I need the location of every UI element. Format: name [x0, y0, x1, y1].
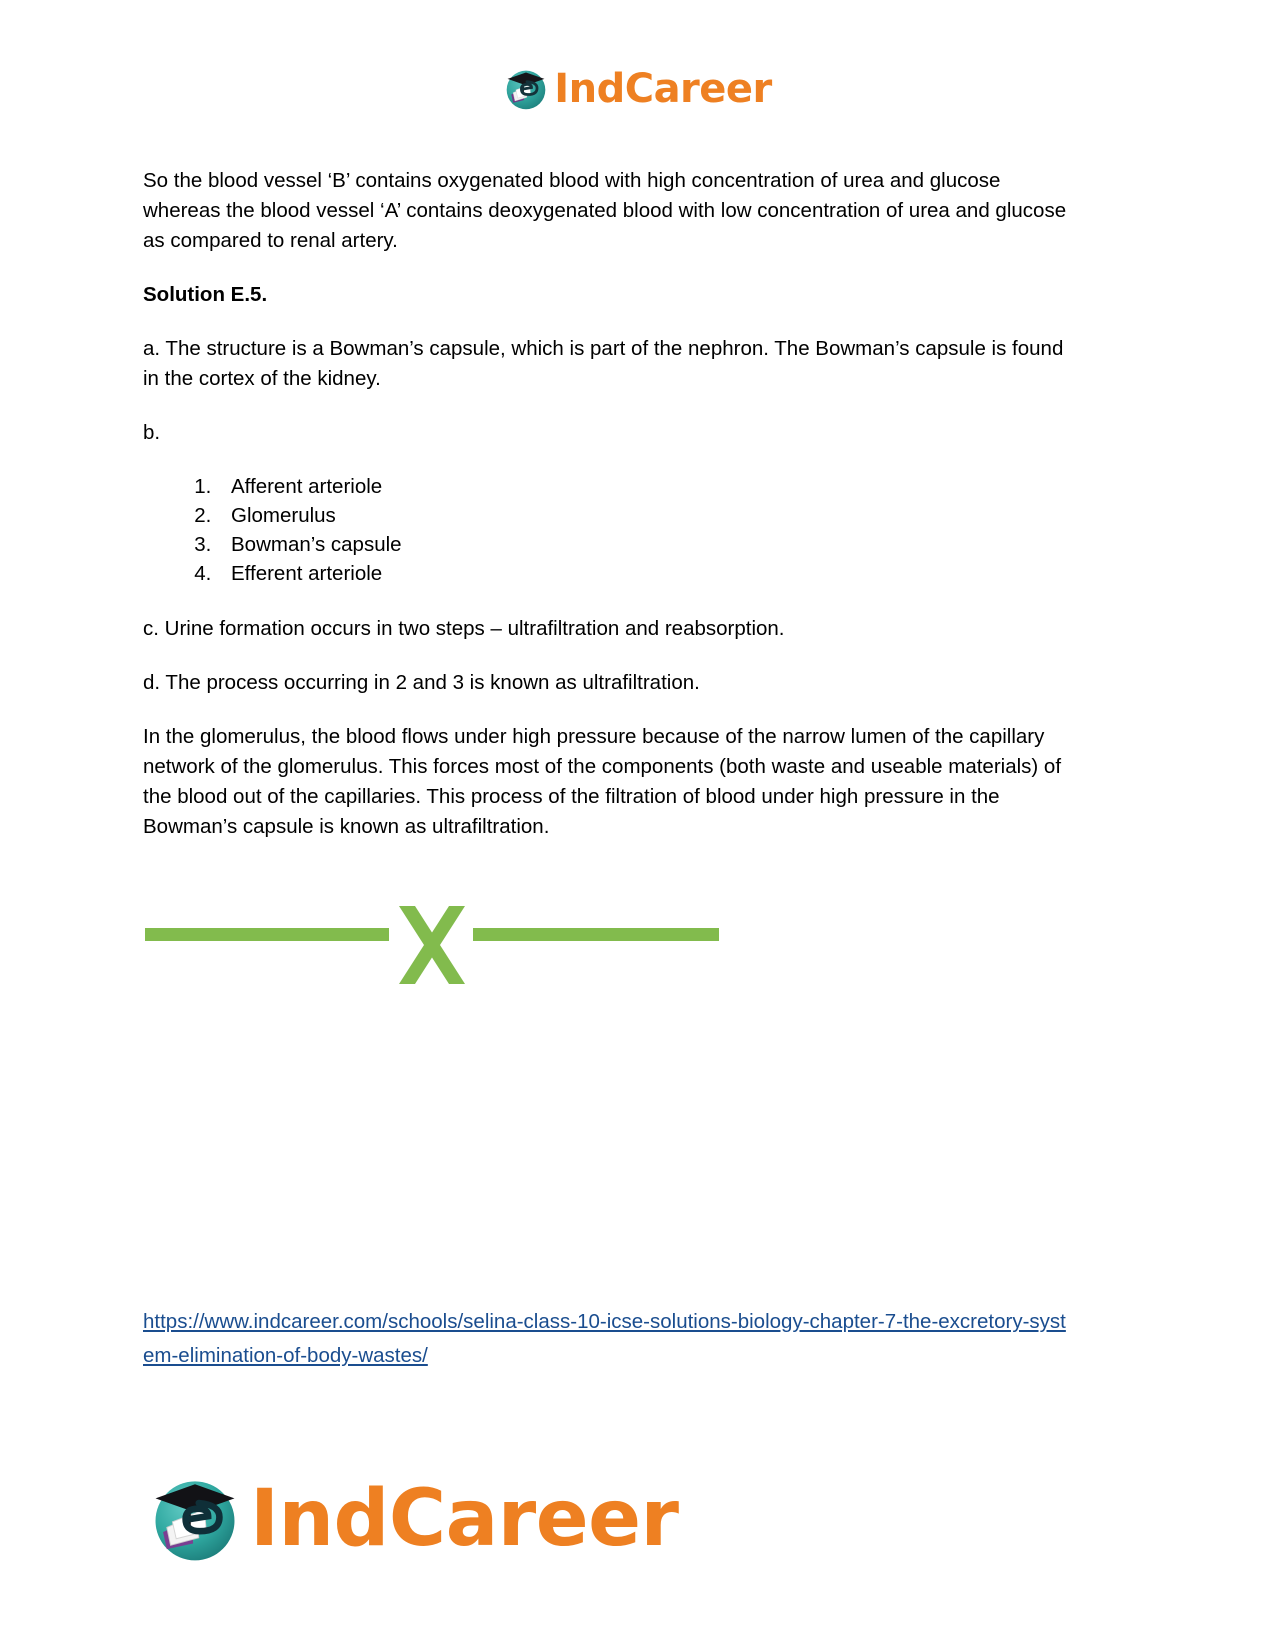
- footer-brand-logo: [148, 1472, 679, 1566]
- intro-paragraph: So the blood vessel ‘B’ contains oxygenated blood with high concentration of urea and glucose whereas the blood vessel ‘A’ contains deoxygenated blood with low concentration of urea and glucose as compared to renal artery.: [143, 169, 1067, 252]
- brand-name-text: IndCareer: [250, 1474, 679, 1564]
- source-url-link[interactable]: https://www.indcareer.com/schools/selina-class-10-icse-solutions-biology-chapter-7-the-excretory-system-elimination-of-body-wastes/: [143, 1310, 1066, 1367]
- graduation-cap-book-circle-icon: [148, 1472, 242, 1566]
- answer-d-paragraph: d. The process occurring in 2 and 3 is known as ultrafiltration.: [143, 671, 700, 694]
- graduation-cap-book-circle-icon: [503, 66, 549, 112]
- brand-name-text: IndCareer: [554, 66, 772, 112]
- list-item: 2. Glomerulus: [217, 501, 1068, 530]
- answer-b-label: b.: [143, 421, 161, 444]
- closing-paragraph: In the glomerulus, the blood flows under high pressure because of the narrow lumen of the capillary network of the glomerulus. This forces most of the components (both waste and useable materials) of the blood out of the capillaries. This process of the filtration of blood under high pressure in the Bowman’s capsule is known as ultrafiltration.: [143, 725, 1062, 838]
- answer-a-paragraph: a. The structure is a Bowman’s capsule, which is part of the nephron. The Bowman’s capsule is found in the cortex of the kidney.: [143, 337, 1064, 390]
- answer-b-list: [143, 472, 1068, 588]
- source-url-block: [143, 1305, 1073, 1373]
- logo-wrap: [148, 1472, 679, 1566]
- list-item: 3. Bowman’s capsule: [217, 530, 1068, 559]
- green-x-divider-icon: [143, 900, 723, 1000]
- document-content: [143, 166, 1068, 866]
- list-item: 4. Efferent arteriole: [217, 559, 1068, 588]
- section-divider: [143, 900, 723, 1000]
- answer-c-paragraph: c. Urine formation occurs in two steps – ultrafiltration and reabsorption.: [143, 617, 785, 640]
- solution-heading: Solution E.5.: [143, 283, 268, 306]
- logo-wrap: [503, 66, 772, 112]
- header-brand-logo: [0, 66, 1275, 112]
- list-item: 1. Afferent arteriole: [217, 472, 1068, 501]
